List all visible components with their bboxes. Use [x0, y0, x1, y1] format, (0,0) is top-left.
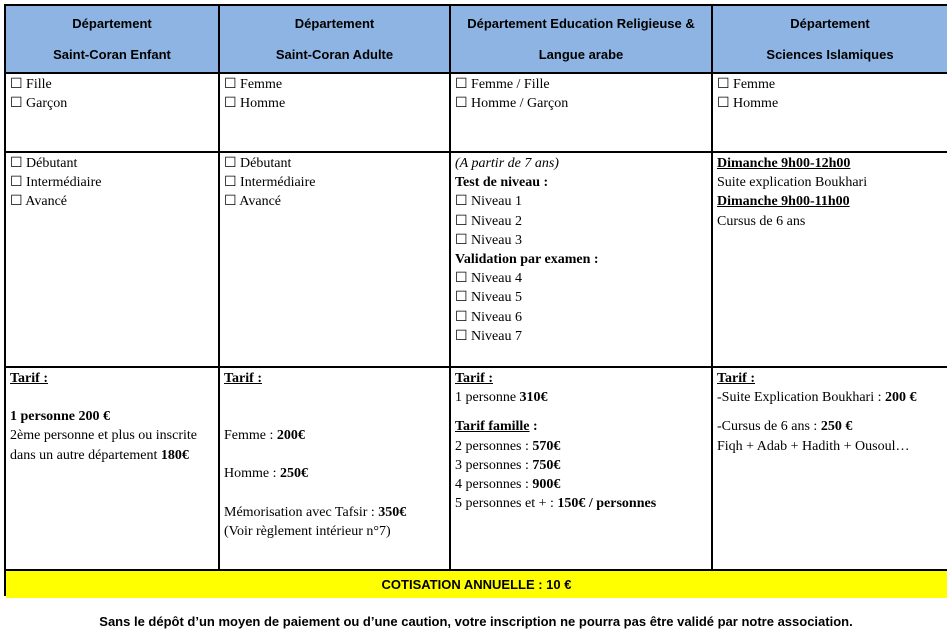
tarif-femme — [224, 426, 445, 445]
tarif-subjects: Fiqh + Adab + Hadith + Ousoul… — [717, 438, 910, 454]
header-line2: Saint-Coran Enfant — [53, 47, 171, 62]
checkbox-niveau-7[interactable]: ☐ Niveau 7 — [455, 328, 522, 344]
footer-note: Sans le dépôt d’un moyen de paiement ou d’une caution, votre inscription ne pourra pas être validé par notre association. — [99, 614, 853, 629]
tarif-one-person — [455, 388, 707, 407]
checkbox-homme[interactable]: ☐ Homme — [224, 96, 286, 112]
checkbox-niveau-1[interactable]: ☐ Niveau 1 — [455, 194, 522, 210]
course-cursus: Cursus de 6 ans — [717, 213, 806, 229]
tarif-label: Tarif : — [10, 371, 48, 386]
level-cell-education — [451, 153, 711, 366]
checkbox-intermediaire[interactable]: ☐ Intermédiaire — [10, 175, 102, 191]
header-education-religieuse — [451, 6, 711, 72]
famille-price: 570€ — [532, 438, 561, 454]
famille-price: 900€ — [532, 477, 561, 493]
checkbox-niveau-6[interactable]: ☐ Niveau 6 — [455, 309, 522, 325]
course-boukhari: Suite explication Boukhari — [717, 175, 868, 191]
tarif-boukhari — [717, 388, 943, 407]
checkbox-garcon[interactable]: ☐ Garçon — [10, 96, 68, 112]
checkbox-intermediaire[interactable]: ☐ Intermédiaire — [224, 175, 316, 191]
cotisation-banner: COTISATION ANNUELLE : 10 € — [6, 571, 947, 598]
famille-price: 150€ / personnes — [557, 496, 657, 512]
famille-price: 750€ — [532, 457, 561, 473]
level-cell-adulte — [220, 153, 449, 366]
tarif-memo-label: Mémorisation avec Tafsir : — [224, 504, 379, 520]
validation-examen-title: Validation par examen : — [455, 252, 599, 268]
schedule-2: Dimanche 9h00-11h00 — [717, 194, 850, 210]
header-line1: Département — [72, 16, 152, 31]
tarif-cell-education — [451, 368, 711, 569]
tarif-famille-label: Tarif famille — [455, 419, 530, 435]
checkbox-homme-garcon[interactable]: ☐ Homme / Garçon — [455, 96, 569, 112]
tarif-one-label: 1 personne — [455, 390, 520, 406]
tarif-one-price: 310€ — [519, 390, 548, 406]
header-saint-coran-enfant — [6, 6, 218, 72]
header-saint-coran-adulte — [220, 6, 449, 72]
header-line2: Langue arabe — [538, 47, 624, 62]
gender-cell-sciences — [713, 74, 947, 151]
test-niveau-title: Test de niveau : — [455, 175, 549, 191]
tarif-famille-4 — [455, 475, 707, 494]
tarif-label: Tarif : — [224, 371, 262, 386]
header-sciences-islamiques — [713, 6, 947, 72]
tarif-homme-label: Homme : — [224, 466, 280, 482]
checkbox-niveau-4[interactable]: ☐ Niveau 4 — [455, 271, 522, 287]
header-line2: Saint-Coran Adulte — [275, 47, 394, 62]
header-line1: Département Education Religieuse & — [467, 16, 695, 31]
tarif-femme-label: Femme : — [224, 428, 277, 444]
tarif-famille-5 — [455, 494, 707, 513]
header-line1: Département — [294, 16, 375, 31]
header-line1: Département — [790, 16, 870, 31]
checkbox-niveau-5[interactable]: ☐ Niveau 5 — [455, 290, 522, 306]
tarif-cursus-price: 250 € — [820, 419, 853, 435]
checkbox-fille[interactable]: ☐ Fille — [10, 77, 52, 92]
tarif-cell-sciences — [713, 368, 947, 569]
tarif-cell-adulte — [220, 368, 449, 569]
gender-cell-education — [451, 74, 711, 151]
tarif-memorisation — [224, 503, 445, 522]
header-line2: Sciences Islamiques — [766, 47, 894, 62]
level-cell-sciences — [713, 153, 947, 366]
tarif-femme-price: 200€ — [276, 428, 305, 444]
checkbox-debutant[interactable]: ☐ Débutant — [10, 156, 78, 171]
checkbox-avance[interactable]: ☐ Avancé — [224, 194, 281, 210]
gender-cell-enfant — [6, 74, 218, 151]
tarif-cell-enfant — [6, 368, 218, 569]
famille-label: 3 personnes : — [455, 457, 533, 473]
tarif-one-person: 1 personne 200 € — [10, 409, 110, 425]
level-cell-enfant — [6, 153, 218, 366]
famille-label: 2 personnes : — [455, 438, 533, 454]
schedule-1: Dimanche 9h00-12h00 — [717, 156, 851, 171]
tarif-second-person — [10, 426, 214, 464]
tarif-cursus-label: -Cursus de 6 ans : — [717, 419, 821, 435]
tarif-label: Tarif : — [455, 371, 493, 386]
checkbox-avance[interactable]: ☐ Avancé — [10, 194, 67, 210]
famille-label: 5 personnes et + : — [455, 496, 558, 512]
tarif-second-price: 180€ — [160, 447, 189, 463]
tarif-famille-title — [455, 417, 707, 436]
age-note: (A partir de 7 ans) — [455, 156, 559, 171]
checkbox-femme-fille[interactable]: ☐ Femme / Fille — [455, 77, 550, 92]
tarif-second-text: 2ème personne et plus ou inscrite dans un autre département — [10, 428, 198, 463]
tarif-famille-3 — [455, 456, 707, 475]
tarif-boukhari-price: 200 € — [884, 390, 917, 406]
gender-cell-adulte — [220, 74, 449, 151]
tarif-cursus — [717, 417, 943, 436]
tarif-memo-note: (Voir règlement intérieur n°7) — [224, 523, 391, 539]
tarif-famille-2 — [455, 437, 707, 456]
checkbox-homme[interactable]: ☐ Homme — [717, 96, 779, 112]
tarif-memo-price: 350€ — [378, 504, 407, 520]
tarif-boukhari-label: -Suite Explication Boukhari : — [717, 390, 885, 406]
tarif-label: Tarif : — [717, 371, 755, 386]
checkbox-debutant[interactable]: ☐ Débutant — [224, 156, 292, 171]
registration-table — [4, 4, 947, 596]
tarif-homme — [224, 464, 445, 483]
checkbox-niveau-3[interactable]: ☐ Niveau 3 — [455, 232, 522, 248]
checkbox-femme[interactable]: ☐ Femme — [224, 77, 283, 92]
checkbox-femme[interactable]: ☐ Femme — [717, 77, 776, 92]
famille-label: 4 personnes : — [455, 477, 533, 493]
tarif-famille-colon: : — [529, 419, 538, 435]
tarif-homme-price: 250€ — [280, 466, 308, 482]
checkbox-niveau-2[interactable]: ☐ Niveau 2 — [455, 213, 522, 229]
